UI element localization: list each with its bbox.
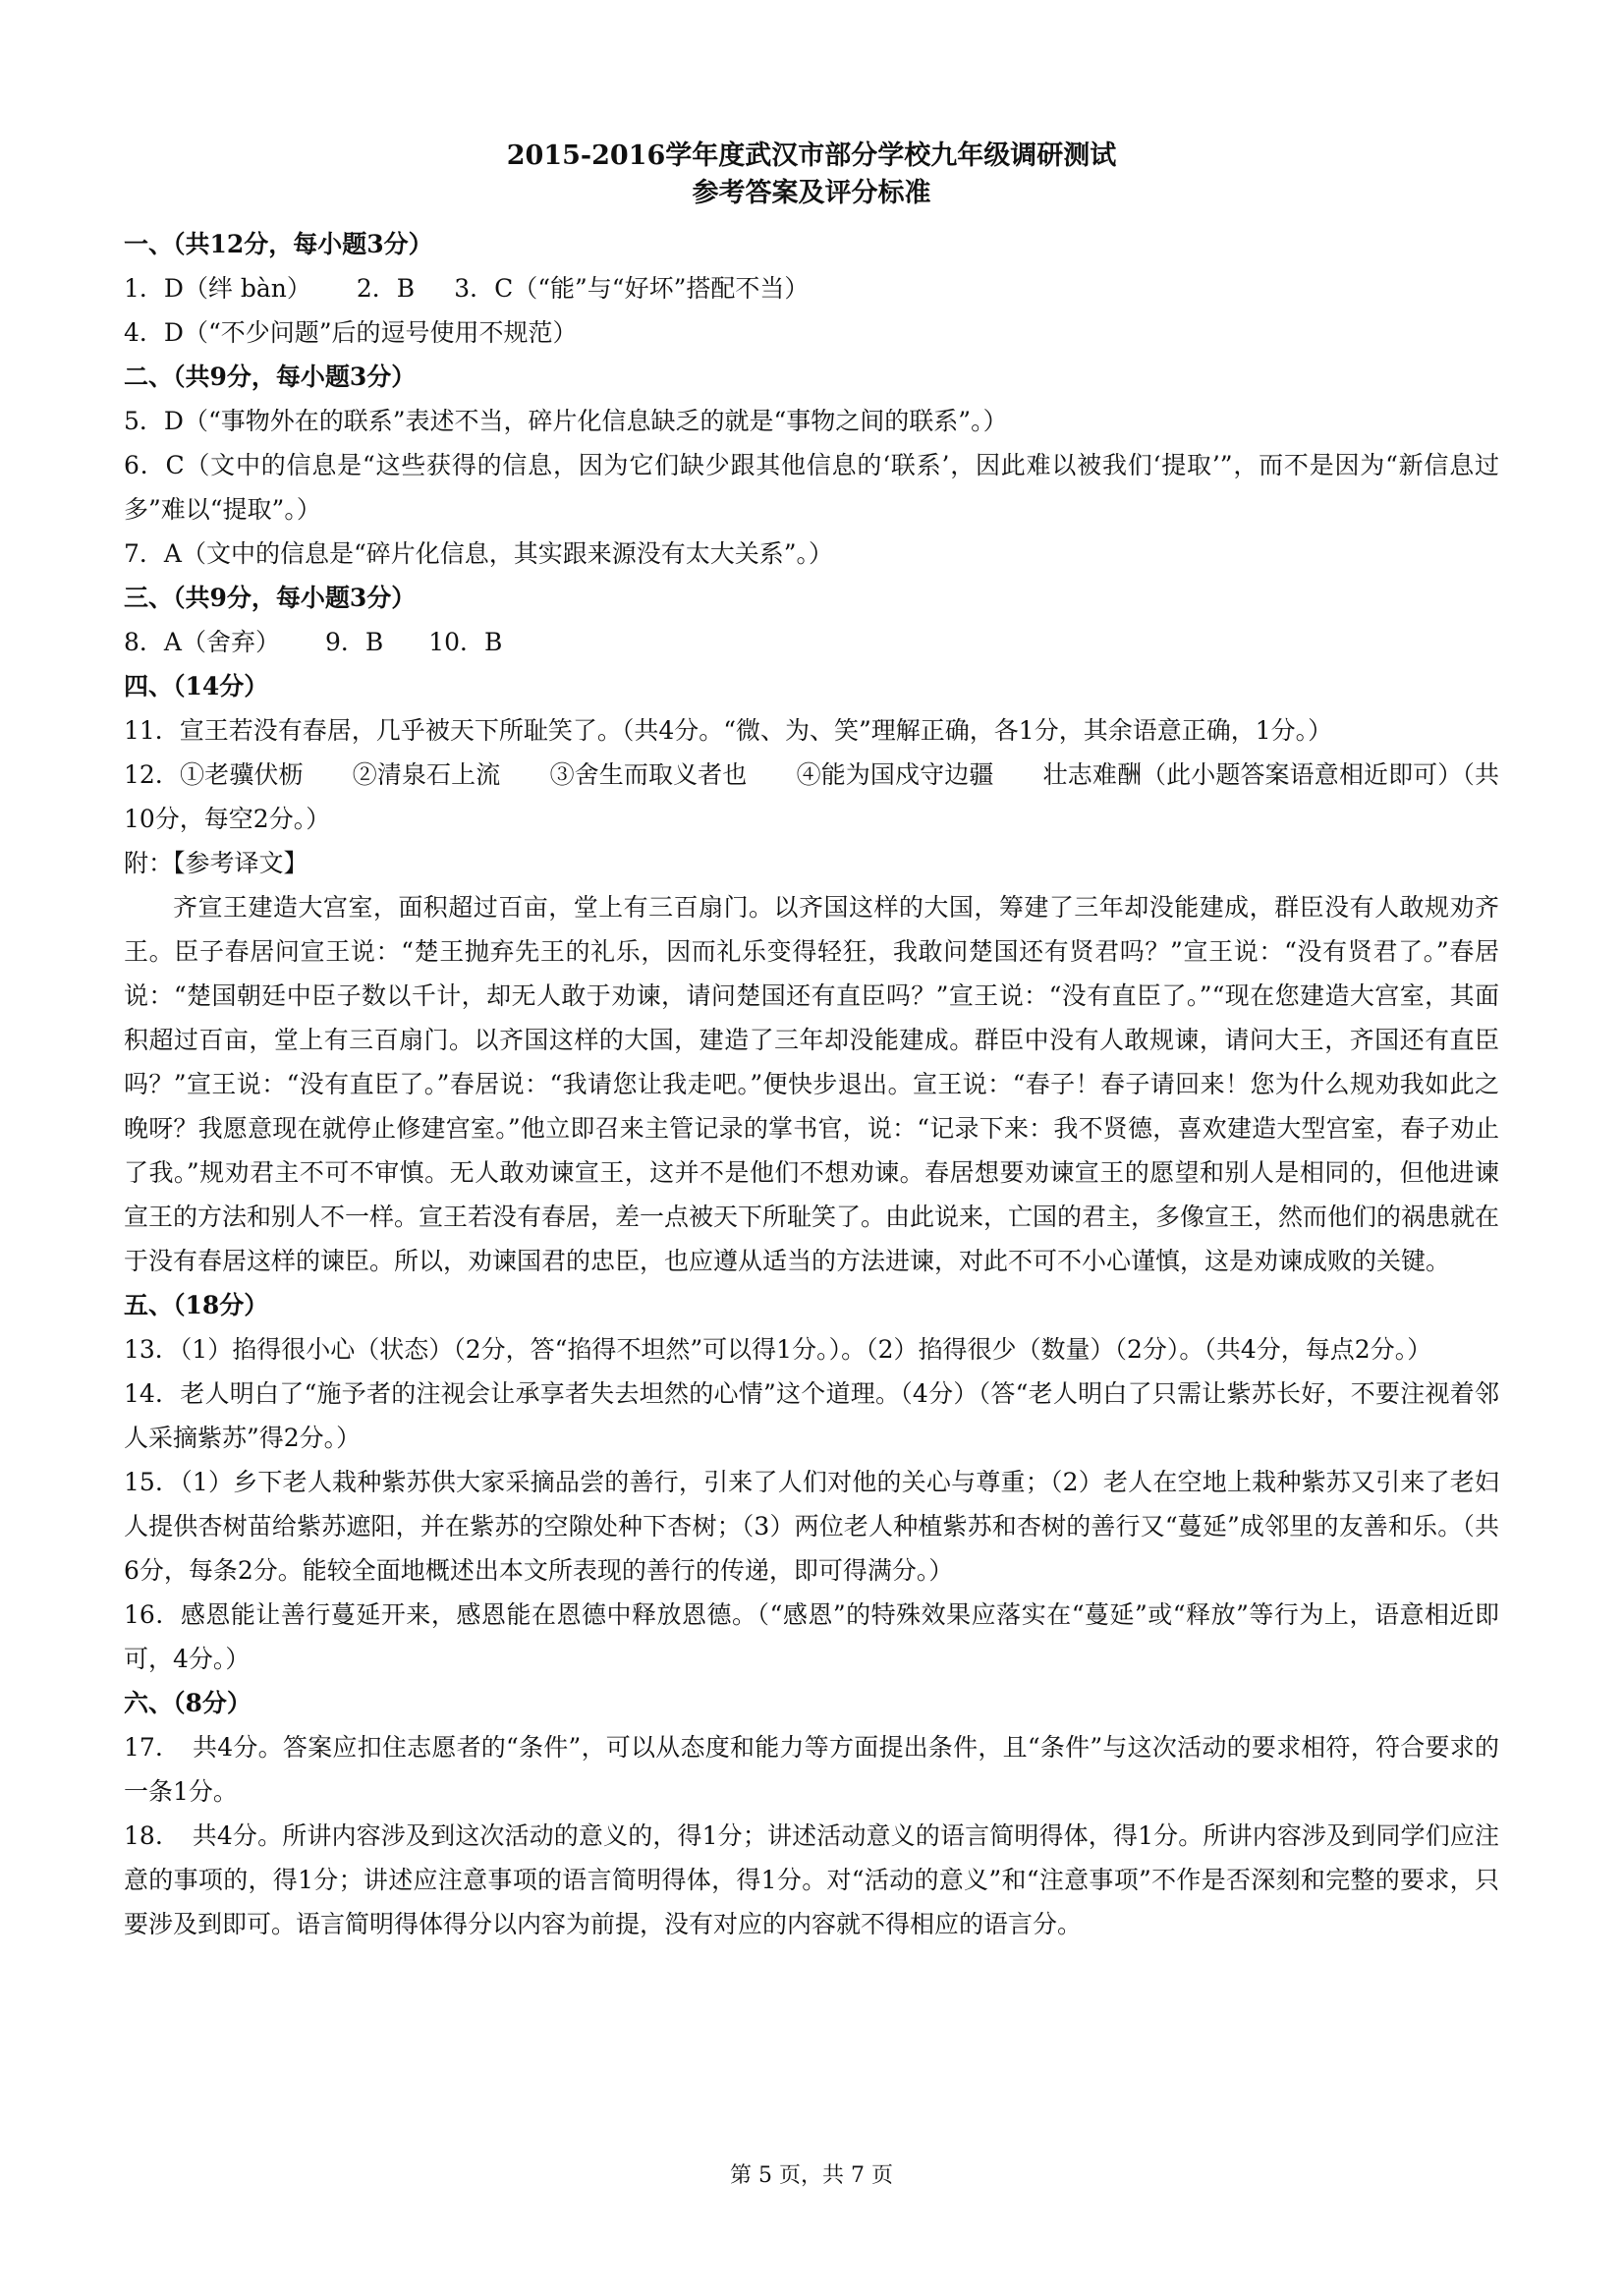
section-2-heading: 二、（共9分，每小题3分） [124, 363, 417, 391]
section-5-heading: 五、（18分） [124, 1291, 269, 1319]
answer-11: 11．宣王若没有春居，几乎被天下所耻笑了。（共4分。“微、为、笑”理解正确，各1分，其余语意正确，1分。） [124, 716, 1333, 745]
section-3-heading: 三、（共9分，每小题3分） [124, 584, 417, 612]
answer-16: 16．感恩能让善行蔓延开来，感恩能在恩德中释放恩德。（“感恩”的特殊效果应落实在“蔓延”或“释放”等行为上，语意相近即可，4分。） [124, 1600, 1499, 1673]
answer-18: 18． 共4分。所讲内容涉及到这次活动的意义的，得1分；讲述活动意义的语言简明得体，得1分。所讲内容涉及到同学们应注意的事项的，得1分；讲述应注意事项的语言简明得体，得1分。对“活动的意义”和“注意事项”不作是否深刻和完整的要求，只要涉及到即可。语言简明得体得分以内容为前提，没有对应的内容就不得相应的语言分。 [124, 1821, 1499, 1938]
answer-10: 10．B [428, 628, 503, 656]
reference-translation: 齐宣王建造大宫室，面积超过百亩，堂上有三百扇门。以齐国这样的大国，筹建了三年却没能建成，群臣没有人敢规劝齐王。臣子春居问宣王说：“楚王抛弃先王的礼乐，因而礼乐变得轻狂，我敢问楚国还有贤君吗？”宣王说：“没有贤君了。”春居说：“楚国朝廷中臣子数以千计，却无人敢于劝谏，请问楚国还有直臣吗？”宣王说：“没有直臣了。”“现在您建造大宫室，其面积超过百亩，堂上有三百扇门。以齐国这样的大国，建造了三年却没能建成。群臣中没有人敢规谏，请问大王，齐国还有直臣吗？”宣王说：“没有直臣了。”春居说：“我请您让我走吧。”便快步退出。宣王说：“春子！春子请回来！您为什么规劝我如此之晚呀？我愿意现在就停止修建宫室。”他立即召来主管记录的掌书官，说：“记录下来：我不贤德，喜欢建造大型宫室，春子劝止了我。”规劝君主不可不审慎。无人敢劝谏宣王，这并不是他们不想劝谏。春居想要劝谏宣王的愿望和别人是相同的，但他进谏宣王的方法和别人不一样。宣王若没有春居，差一点被天下所耻笑了。由此说来，亡国的君主，多像宣王，然而他们的祸患就在于没有春居这样的谏臣。所以，劝谏国君的忠臣，也应遵从适当的方法进谏，对此不可不小心谨慎，这是劝谏成败的关键。 [124, 893, 1500, 1275]
document-subtitle: 参考答案及评分标准 [692, 178, 931, 208]
answer-5: 5．D（“事物外在的联系”表述不当，碎片化信息缺乏的就是“事物之间的联系”。） [124, 407, 1008, 435]
answer-1: 1．D（绊 bàn） [124, 274, 311, 303]
answer-3: 3．C（“能”与“好坏”搭配不当） [454, 274, 810, 303]
answers-1-3 [124, 266, 1499, 310]
answer-17: 17． 共4分。答案应扣住志愿者的“条件”，可以从态度和能力等方面提出条件，且“条件”与这次活动的要求相符，符合要求的一条1分。 [124, 1733, 1499, 1806]
section-4-heading: 四、（14分） [124, 672, 269, 700]
document-title: 2015-2016学年度武汉市部分学校九年级调研测试 [506, 140, 1117, 171]
answer-12: 12．①老骥伏枥 ②清泉石上流 ③舍生而取义者也 ④能为国戍守边疆 壮志难酬（此小题答案语意相近即可）（共10分，每空2分。） [124, 760, 1499, 833]
answer-6: 6．C（文中的信息是“这些获得的信息，因为它们缺少跟其他信息的‘联系’，因此难以被我们‘提取’”，而不是因为“新信息过多”难以“提取”。） [124, 451, 1499, 524]
answer-13: 13．（1）掐得很小心（状态）（2分，答“掐得不坦然”可以得1分。）。（2）掐得很少（数量）（2分）。（共4分，每点2分。） [124, 1335, 1432, 1364]
answer-15: 15．（1）乡下老人栽种紫苏供大家采摘品尝的善行，引来了人们对他的关心与尊重；（2）老人在空地上栽种紫苏又引来了老妇人提供杏树苗给紫苏遮阳，并在紫苏的空隙处种下杏树；（3）两位老人种植紫苏和杏树的善行又“蔓延”成邻里的友善和乐。（共6分，每条2分。能较全面地概述出本文所表现的善行的传递，即可得满分。） [124, 1468, 1499, 1585]
section-6-heading: 六、（8分） [124, 1689, 252, 1717]
answer-14: 14．老人明白了“施予者的注视会让承享者失去坦然的心情”这个道理。（4分）（答“老人明白了只需让紫苏长好，不要注视着邻人采摘紫苏”得2分。） [124, 1379, 1499, 1452]
answer-9: 9．B [324, 628, 384, 656]
answer-8: 8．A（舍弃） [124, 628, 280, 656]
section-1-heading: 一、（共12分，每小题3分） [124, 230, 433, 258]
answer-4: 4．D（“不少问题”后的逗号使用不规范） [124, 318, 578, 347]
answers-8-10 [124, 620, 1499, 664]
page-footer: 第 5 页，共 7 页 [730, 2163, 893, 2188]
answer-2: 2．B [356, 274, 416, 303]
appendix-label: 附：【参考译文】 [124, 849, 308, 877]
answer-7: 7．A（文中的信息是“碎片化信息，其实跟来源没有太大关系”。） [124, 539, 834, 568]
